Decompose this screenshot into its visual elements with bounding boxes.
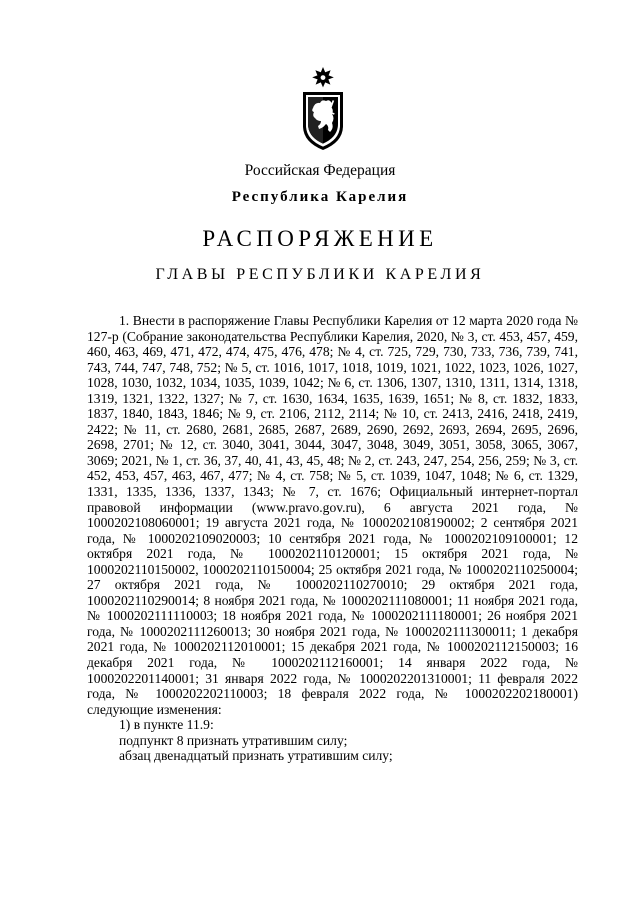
document-issuer: ГЛАВЫ РЕСПУБЛИКИ КАРЕЛИЯ — [155, 266, 485, 283]
sub-line-2: абзац двенадцатый признать утратившим силу; — [119, 748, 393, 764]
karelia-coat-of-arms-icon — [298, 66, 348, 152]
paragraph-1: 1. Внести в распоряжение Главы Республики Карелия от 12 марта 2020 года № 127-р (Собрание законодательства Республики Карелия, 2020, № 3, ст. 453, 457, 459, 460, 463, 469, 471, 472, 474, 475, 476, 478; № 4, ст. 725, 729, 730, 733, 736, 739, 741, 743, 744, 747, 748, 752; № 5, ст. 1016, 1017, 1018, 1019, 1021, 1022, 1023, 1026, 1027, 1028, 1030, 1032, 1034, 1035, 1039, 1042; № 6, ст. 1306, 1307, 1310, 1311, 1314, 1318, 1319, 1321, 1322, 1327; № 7, ст. 1630, 1634, 1635, 1639, 1651; № 8, ст. 1832, 1833, 1837, 1840, 1843, 1846; № 9, ст. 2106, 2112, 2114; № 10, ст. 2413, 2416, 2418, 2419, 2422; № 11, ст. 2680, 2681, 2685, 2687, 2689, 2690, 2692, 2693, 2694, 2695, 2696, 2698, 2701; № 12, ст. 3040, 3041, 3044, 3047, 3048, 3049, 3051, 3058, 3065, 3067, 3069; 2021, № 1, ст. 36, 37, 40, 41, 43, 45, 48; № 2, ст. 243, 247, 254, 256, 259; № 3, ст. 452, 453, 457, 463, 467, 477; № 4, ст. 758; № 5, ст. 1039, 1047, 1048; № 6, ст. 1329, 1331, 1335, 1336, 1337, 1343; № 7, ст. 1676; Официальный интернет-портал правовой информации (www.pravo.gov.ru), 6 августа 2021 года, № 1000202108060001; 19 августа 2021 года, № 1000202108190002; 2 сентября 2021 года, № 1000202109020003; 10 сентября 2021 года, № 1000202109100001; 12 октября 2021 года, № 1000202110120001; 15 октября 2021 года, № 1000202110150002, 1000202110150004; 25 октября 2021 года, № 1000202110250004; 27 октября 2021 года, № 1000202110270010; 29 октября 2021 года, 1000202110290014; 8 ноября 2021 года, № 1000202111080001; 11 ноября 2021 года, № 1000202111110003; 18 ноября 2021 года, № 1000202111180001; 26 ноября 2021 года, № 1000202111260013; 30 ноября 2021 года, № 1000202111300011; 1 декабря 2021 года, № 1000202112010001; 15 декабря 2021 года, № 1000202112150003; 16 декабря 2021 года, № 1000202112160001; 14 января 2022 года, № 1000202201140001; 31 января 2022 года, № 1000202201310001; 11 февраля 2022 года, № 1000202202110003; 18 февраля 2022 года, № 1000202202180001) следующие изменения: — [87, 313, 578, 717]
country-name: Российская Федерация — [244, 162, 396, 179]
republic-name: Республика Карелия — [231, 189, 409, 205]
document-type-title: РАСПОРЯЖЕНИЕ — [202, 226, 438, 251]
document-body — [87, 313, 578, 764]
list-item-1: 1) в пункте 11.9: — [119, 717, 214, 733]
sub-line-1: подпункт 8 признать утратившим силу; — [119, 732, 348, 748]
